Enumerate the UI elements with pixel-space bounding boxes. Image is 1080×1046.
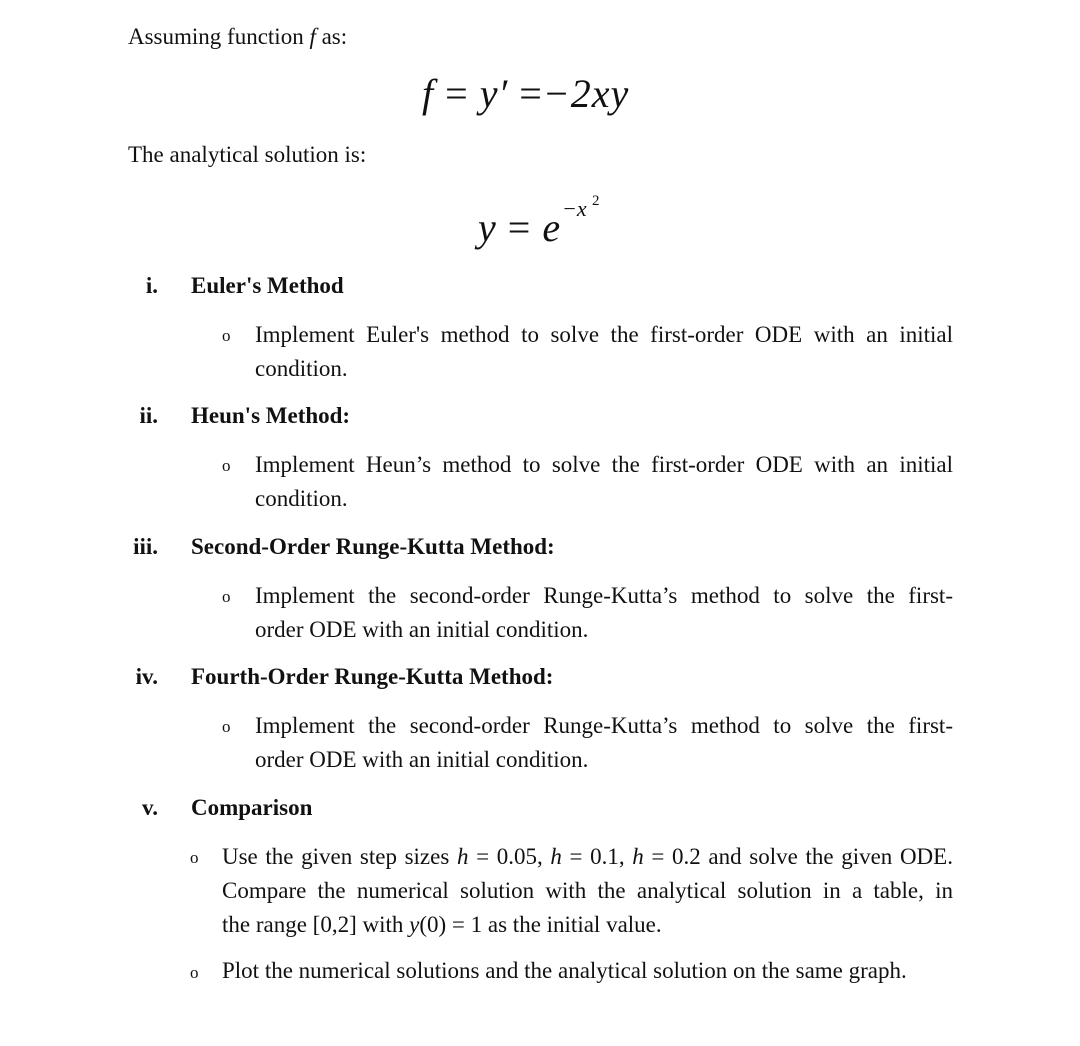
step-value: = 0.2 <box>643 844 701 869</box>
section-numeral: iv. <box>135 664 158 689</box>
section-text-line: Implement the second-order Runge-Kutta’s method to solve the first- <box>255 713 953 738</box>
section-text-line: Implement the second-order Runge-Kutta’s method to solve the first- <box>255 583 953 608</box>
section-title: Fourth-Order Runge-Kutta Method: <box>191 664 554 689</box>
ode-f: f <box>422 71 435 116</box>
step-h: h <box>632 844 644 869</box>
solution-exponent <box>562 196 587 222</box>
section-numeral: i. <box>145 273 158 298</box>
step-value: = 0.05, <box>468 844 551 869</box>
section-text-line: condition. <box>255 486 348 511</box>
bullet-marker: o <box>190 963 199 982</box>
section-text <box>255 318 953 386</box>
intro-analytical: The analytical solution is: <box>128 142 367 167</box>
bullet-marker: o <box>222 456 231 475</box>
step-h: h <box>550 844 562 869</box>
comparison-plot-text: Plot the numerical solutions and the analytical solution on the same graph. <box>222 958 907 983</box>
section-text-line: Implement Euler's method to solve the first-order ODE with an initial <box>255 322 953 347</box>
bullet-marker: o <box>222 587 231 606</box>
section-text-line: order ODE with an initial condition. <box>255 747 589 772</box>
bullet-marker: o <box>222 326 231 345</box>
bullet-marker: o <box>190 848 199 867</box>
section-title: Second-Order Runge-Kutta Method: <box>191 534 555 559</box>
section-text-line: order ODE with an initial condition. <box>255 617 589 642</box>
section-text <box>255 579 953 647</box>
sol-e: e <box>542 205 562 250</box>
initial-y: y <box>409 912 420 937</box>
intro-assuming-prefix: Assuming function <box>128 24 310 49</box>
step-h: h <box>456 844 469 869</box>
ode-equals-1: = <box>445 71 469 116</box>
section-numeral: ii. <box>139 403 158 428</box>
section-text-line: Implement Heun’s method to solve the first-order ODE with an initial <box>255 452 953 477</box>
section-text-line: condition. <box>255 356 348 381</box>
section-text <box>255 448 953 516</box>
solution-equation <box>478 204 561 251</box>
comparison-text-c: the range [0,2] with <box>222 912 410 937</box>
intro-assuming-var: f <box>309 24 316 49</box>
section-text <box>255 709 953 777</box>
sol-y: y <box>478 205 497 250</box>
section-numeral: iii. <box>133 534 158 559</box>
comparison-text <box>222 840 953 942</box>
ode-equation <box>422 70 629 117</box>
comparison-text-a: Use the given step sizes <box>222 844 457 869</box>
step-value: = 0.1, <box>561 844 633 869</box>
intro-assuming-suffix: as: <box>315 24 348 49</box>
section-title: Euler's Method <box>191 273 344 298</box>
intro-assuming <box>128 24 347 50</box>
section-numeral: v. <box>142 795 158 820</box>
solution-exponent-power: 2 <box>592 193 600 209</box>
ode-y-prime: y′ <box>479 71 509 116</box>
comparison-line-1 <box>222 840 953 874</box>
section-title: Comparison <box>191 795 313 820</box>
ode-equals-2: = <box>519 71 543 116</box>
comparison-line-2: Compare the numerical solution with the analytical solution in a table, in <box>222 878 953 903</box>
sol-equals: = <box>507 205 532 250</box>
bullet-marker: o <box>222 717 231 736</box>
comparison-text-b: and solve the given ODE. <box>700 844 953 869</box>
comparison-text-d: (0) = 1 as the initial value. <box>419 912 662 937</box>
section-title: Heun's Method: <box>191 403 351 428</box>
comparison-line-3 <box>222 908 953 942</box>
ode-rhs: −2xy <box>542 71 630 116</box>
sol-exp: −x <box>562 196 587 221</box>
